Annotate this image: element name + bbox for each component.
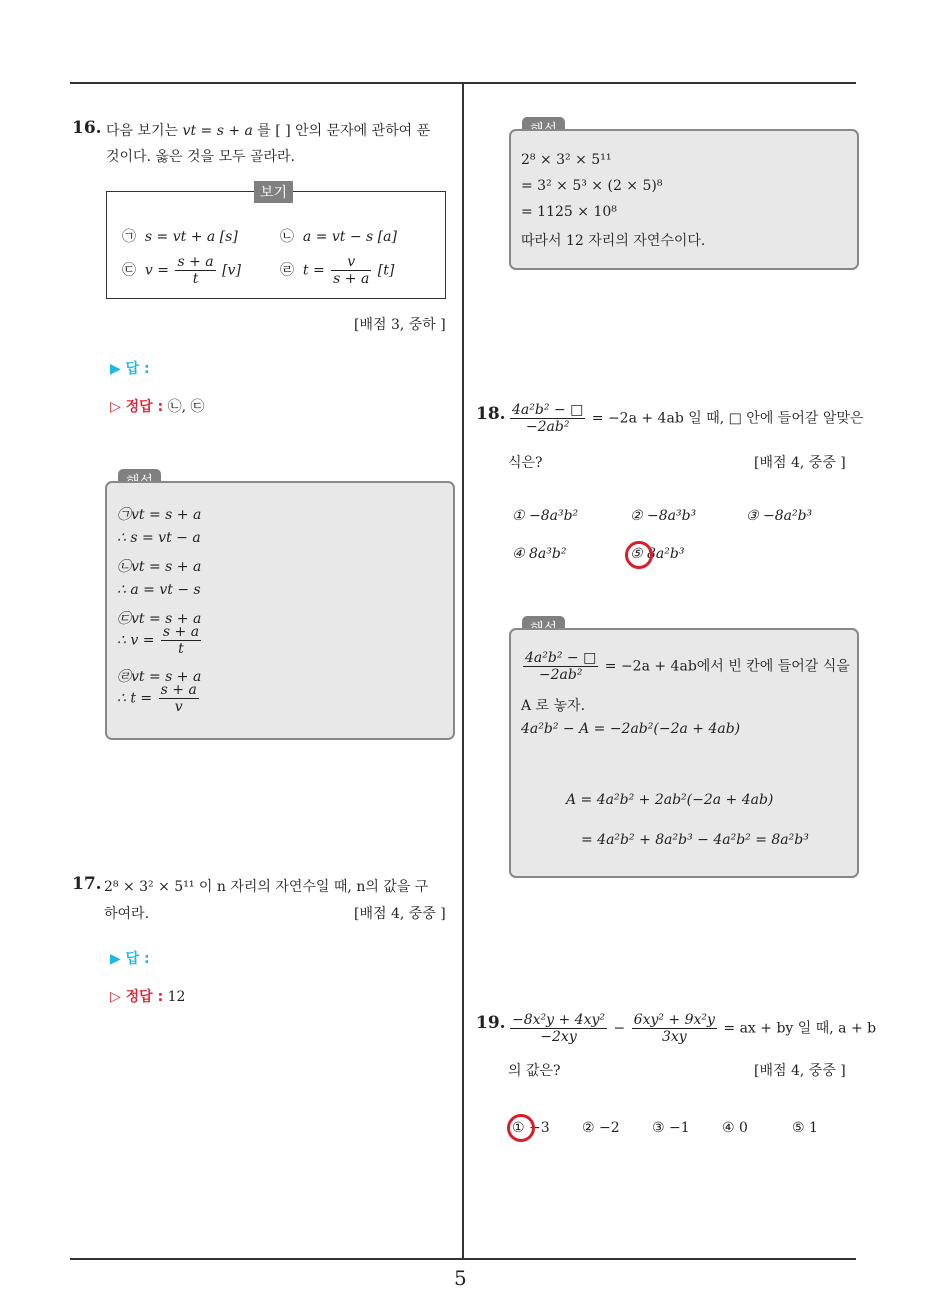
q16-score: [배점 3, 중하 ] bbox=[354, 317, 446, 333]
q17-score: [배점 4, 중중 ] bbox=[354, 906, 446, 922]
q19-choice[interactable]: ① −3 bbox=[512, 1120, 550, 1136]
q18-sol-line4: A = 4a²b² + 2ab²(−2a + 4ab) bbox=[566, 792, 774, 808]
q19-number: 19. bbox=[476, 1013, 506, 1033]
q16-sol-line: ∴ s = vt − a bbox=[117, 530, 201, 546]
q18-number: 18. bbox=[476, 404, 506, 424]
q19-choice[interactable]: ③ −1 bbox=[652, 1120, 690, 1136]
q16-sol-line: ㉡vt = s + a bbox=[117, 559, 202, 575]
q17-answer-label: ▶ 답 : bbox=[110, 951, 150, 967]
q19-selected-circle bbox=[507, 1114, 535, 1142]
q16-answer-label: ▶ 답 : bbox=[110, 361, 150, 377]
q16-sol-line: ㉣vt = s + a bbox=[117, 669, 202, 685]
q17-number: 17. bbox=[72, 874, 102, 894]
q19-choice[interactable]: ⑤ 1 bbox=[792, 1120, 818, 1136]
q19-choice[interactable]: ④ 0 bbox=[722, 1120, 748, 1136]
q16-sol-line: ㉢vt = s + a bbox=[117, 611, 202, 627]
q17-text-line1: 2⁸ × 3² × 5¹¹ 이 n 자리의 자연수일 때, n의 값을 구 bbox=[104, 879, 429, 895]
q19-text-line2: 의 값은? bbox=[508, 1063, 561, 1079]
q16-sol-frac-v: ∴ v = $\frac{s + a}{t}$ bbox=[117, 624, 200, 657]
q17-sol-line: = 3² × 5³ × (2 × 5)⁸ bbox=[521, 178, 663, 194]
bottom-rule bbox=[70, 1258, 856, 1260]
q18-sol-line1: $\frac{\text{4a²b² − □}}{\text{−2ab²}}$ = −2a + 4ab에서 빈 칸에 들어갈 식을 bbox=[525, 650, 850, 683]
q18-sol-line3: 4a²b² − A = −2ab²(−2a + 4ab) bbox=[521, 721, 741, 737]
q17-sol-line: 따라서 12 자리의 자연수이다. bbox=[521, 233, 706, 249]
q16-sol-line: ∴ a = vt − s bbox=[117, 582, 201, 598]
q16-option-1: ㉠ s = vt + a [s] bbox=[122, 229, 238, 245]
q16-text-line1: 다음 보기는 vt = s + a 를 [ ] 안의 문자에 관하여 푼 bbox=[106, 123, 431, 139]
q18-selected-circle bbox=[625, 541, 653, 569]
q16-option-3: ㉢ v = $\frac{s + a}{t}$ [v] bbox=[122, 254, 241, 287]
q18-text-line1: $\frac{\text{4a²b² − □}}{\text{−2ab²}}$ = −2a + 4ab 일 때, □ 안에 들어갈 알맞은 bbox=[512, 402, 864, 435]
q19-choice[interactable]: ② −2 bbox=[582, 1120, 620, 1136]
q16-number: 16. bbox=[72, 118, 102, 138]
page-number: 5 bbox=[454, 1266, 467, 1290]
q18-score: [배점 4, 중중 ] bbox=[754, 455, 846, 471]
q17-correct: ▷ 정답 : 12 bbox=[110, 989, 186, 1005]
q18-text-line2: 식은? bbox=[508, 455, 543, 471]
column-divider bbox=[462, 82, 464, 1259]
q16-option-2: ㉡ a = vt − s [a] bbox=[280, 229, 397, 245]
q19-score: [배점 4, 중중 ] bbox=[754, 1063, 846, 1079]
q18-choice[interactable]: ⑤ 8a²b³ bbox=[630, 546, 685, 562]
q18-choice[interactable]: ① −8a³b² bbox=[512, 508, 579, 524]
q19-text-line1: $\frac{\text{−8x²y + 4xy²}}{-2xy}$ − $\frac{\text{6xy² + 9x²y}}{3xy}$ = ax + by 일 때, a + b bbox=[512, 1012, 877, 1045]
q16-sol-frac-t: ∴ t = $\frac{s + a}{v}$ bbox=[117, 682, 197, 715]
q18-sol-line5: = 4a²b² + 8a²b³ − 4a²b² = 8a²b³ bbox=[581, 832, 809, 848]
q18-choice[interactable]: ③ −8a²b³ bbox=[746, 508, 813, 524]
q16-text-line2: 것이다. 옳은 것을 모두 골라라. bbox=[106, 149, 295, 165]
q18-choice[interactable]: ④ 8a³b² bbox=[512, 546, 567, 562]
q17-text-line2: 하여라. bbox=[104, 906, 150, 922]
q16-option-4: ㉣ t = $\frac{v}{s + a}$ [t] bbox=[280, 254, 395, 287]
q18-choice[interactable]: ② −8a³b³ bbox=[630, 508, 697, 524]
q16-correct: ▷ 정답 : ㉡, ㉢ bbox=[110, 399, 205, 415]
q16-sol-line: ㉠vt = s + a bbox=[117, 507, 202, 523]
q17-sol-line: = 1125 × 10⁸ bbox=[521, 204, 617, 220]
q17-sol-line: 2⁸ × 3² × 5¹¹ bbox=[521, 152, 612, 168]
q16-bogi-label: 보기 bbox=[254, 181, 293, 203]
q18-sol-line2: A 로 놓자. bbox=[521, 698, 586, 714]
